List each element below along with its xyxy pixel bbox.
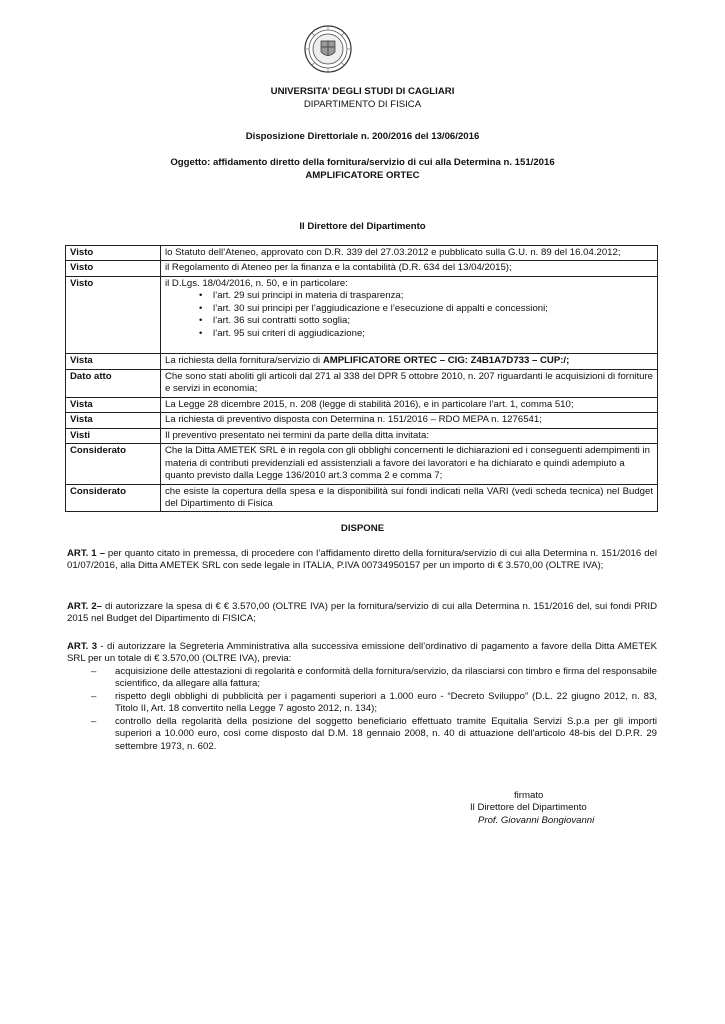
row-key: Visto — [66, 246, 161, 261]
row-key: Visti — [66, 428, 161, 443]
article-text: - di autorizzare la Segreteria Amministrativa alla successiva emissione dell’ordinativo di pagamento a favore della Ditta AMETEK SRL per un totale di € 3.570,00 (OLTRE IVA), previa: — [67, 641, 657, 665]
row-value: il Regolamento di Ateneo per la finanza e la contabilità (D.R. 634 del 13/04/2015); — [161, 261, 658, 276]
signature-status: firmato — [514, 790, 544, 801]
row-key: Considerato — [66, 484, 161, 512]
table-row — [66, 369, 658, 397]
article-label: ART. 2– — [67, 601, 102, 612]
table-row — [66, 354, 658, 369]
article-3 — [67, 641, 657, 753]
university-seal-logo — [303, 24, 353, 74]
article-label: ART. 1 – — [67, 548, 105, 559]
signature-block — [470, 790, 630, 827]
row-value: lo Statuto dell’Ateneo, approvato con D.R. 339 del 27.03.2012 e pubblicato sulla G.U. n. 89 del 16.04.2012; — [161, 246, 658, 261]
article-text: di autorizzare la spesa di € € 3.570,00 (OLTRE IVA) per la fornitura/servizio di cui alla Determina n. 151/2016 del, sui fondi PRID 2015 nel Budget del Dipartimento di FISICA; — [67, 601, 657, 625]
article-text: per quanto citato in premessa, di procedere con l’affidamento diretto della fornitura/servizio di cui alla Determina n. 151/2016 del 01/07/2016, alla Ditta AMETEK SRL con sede legale in ITALIA, P.IVA 00734950157 per un importo di € 3.570,00 (OLTRE IVA); — [67, 548, 657, 572]
row-value: che esiste la copertura della spesa e la disponibilità sui fondi indicati nella VARI (vedi scheda tecnica) nel Budget del Dipartimento di Fisica — [161, 484, 658, 512]
row-key: Vista — [66, 354, 161, 369]
department-name: DIPARTIMENTO DI FISICA — [303, 99, 422, 110]
row-value: La richiesta di preventivo disposta con Determina n. 151/2016 – RDO MEPA n. 1276541; — [161, 413, 658, 428]
university-name: UNIVERSITA’ DEGLI STUDI DI CAGLIARI — [270, 86, 455, 97]
dispone-heading: DISPONE — [340, 523, 385, 534]
row-key: Vista — [66, 397, 161, 412]
table-row — [66, 276, 658, 353]
table-row — [66, 246, 658, 261]
oggetto-line-2: AMPLIFICATORE ORTEC — [305, 170, 420, 181]
row-key: Visto — [66, 261, 161, 276]
article-1 — [67, 548, 657, 573]
row-value-text: il D.Lgs. 18/04/2016, n. 50, e in particolare: — [165, 277, 348, 289]
list-item: – controllo della regolarità della posizione del soggetto beneficiario effettuato tramite Equitalia Servizi S.p.a per gli importi superiori a 10.000 euro, così come disposto dal D.M. 18 gennaio 2008, n. 40 di attuazione dell'articolo 48-bis del D.P.R. 29 settembre 1973, n. 602. — [105, 716, 657, 753]
list-item: – acquisizione delle attestazioni di regolarità e conformità della fornitura/servizio, da rilasciarsi con timbro e firma del responsabile scientifico, da allegare alla fattura; — [105, 666, 657, 691]
row-key: Visto — [66, 276, 161, 353]
bullet-item: • l’art. 30 sui principi per l’aggiudicazione e l’esecuzione di appalti e concessioni; — [199, 303, 653, 315]
table-row — [66, 397, 658, 412]
product-cig: AMPLIFICATORE ORTEC – CIG: Z4B1A7D733 – CUP:/; — [322, 355, 570, 367]
article-label: ART. 3 — [67, 641, 98, 652]
table-row — [66, 261, 658, 276]
bullet-item: • l’art. 36 sui contratti sotto soglia; — [199, 315, 653, 327]
bullet-item: • l’art. 29 sui principi in materia di trasparenza; — [199, 290, 653, 302]
table-row — [66, 484, 658, 512]
row-key: Considerato — [66, 444, 161, 484]
row-value — [161, 276, 658, 353]
row-value: Che sono stati aboliti gli articoli dal 271 al 338 del DPR 5 ottobre 2010, n. 207 riguardanti le acquisizioni di forniture e servizi in economia; — [161, 369, 658, 397]
article-2 — [67, 601, 657, 626]
row-value: Che la Ditta AMETEK SRL è in regola con gli obblighi concernenti le dichiarazioni ed i conseguenti adempimenti in materia di contributi previdenziali ed assistenziali a favore dei lavoratori e ha dichiarato e quindi adempiuto a quanto previsto dalla Legge 136/2010 art.3 comma 2 e comma 7; — [161, 444, 658, 484]
row-value: La Legge 28 dicembre 2015, n. 208 (legge di stabilità 2016), e in particolare l’art. 1, comma 510; — [161, 397, 658, 412]
row-key: Dato atto — [66, 369, 161, 397]
oggetto-line-1: Oggetto: affidamento diretto della fornitura/servizio di cui alla Determina n. 151/2016 — [170, 157, 555, 168]
table-row — [66, 428, 658, 443]
conditions-list — [67, 666, 657, 753]
row-key: Vista — [66, 413, 161, 428]
director-heading: Il Direttore del Dipartimento — [299, 221, 426, 232]
row-value — [161, 354, 658, 369]
table-row — [66, 444, 658, 484]
signature-role: Il Direttore del Dipartimento — [470, 802, 587, 814]
table-row — [66, 413, 658, 428]
visti-table — [65, 245, 658, 512]
bullet-item: • l’art. 95 sui criteri di aggiudicazione; — [199, 328, 653, 340]
row-value: Il preventivo presentato nei termini da parte della ditta invitata: — [161, 428, 658, 443]
list-item: – rispetto degli obblighi di pubblicità per i pagamenti superiori a 1.000 euro - “Decreto Sviluppo” (D.L. 22 giugno 2012, n. 83, Titolo II, Art. 18 convertito nella Legge 7 agosto 2012, n. 134); — [105, 691, 657, 716]
disposizione-title: Disposizione Direttoriale n. 200/2016 del 13/06/2016 — [245, 131, 480, 142]
bullet-list — [165, 290, 653, 340]
signature-name: Prof. Giovanni Bongiovanni — [478, 814, 595, 826]
row-value-text: La richiesta della fornitura/servizio di — [165, 355, 323, 367]
